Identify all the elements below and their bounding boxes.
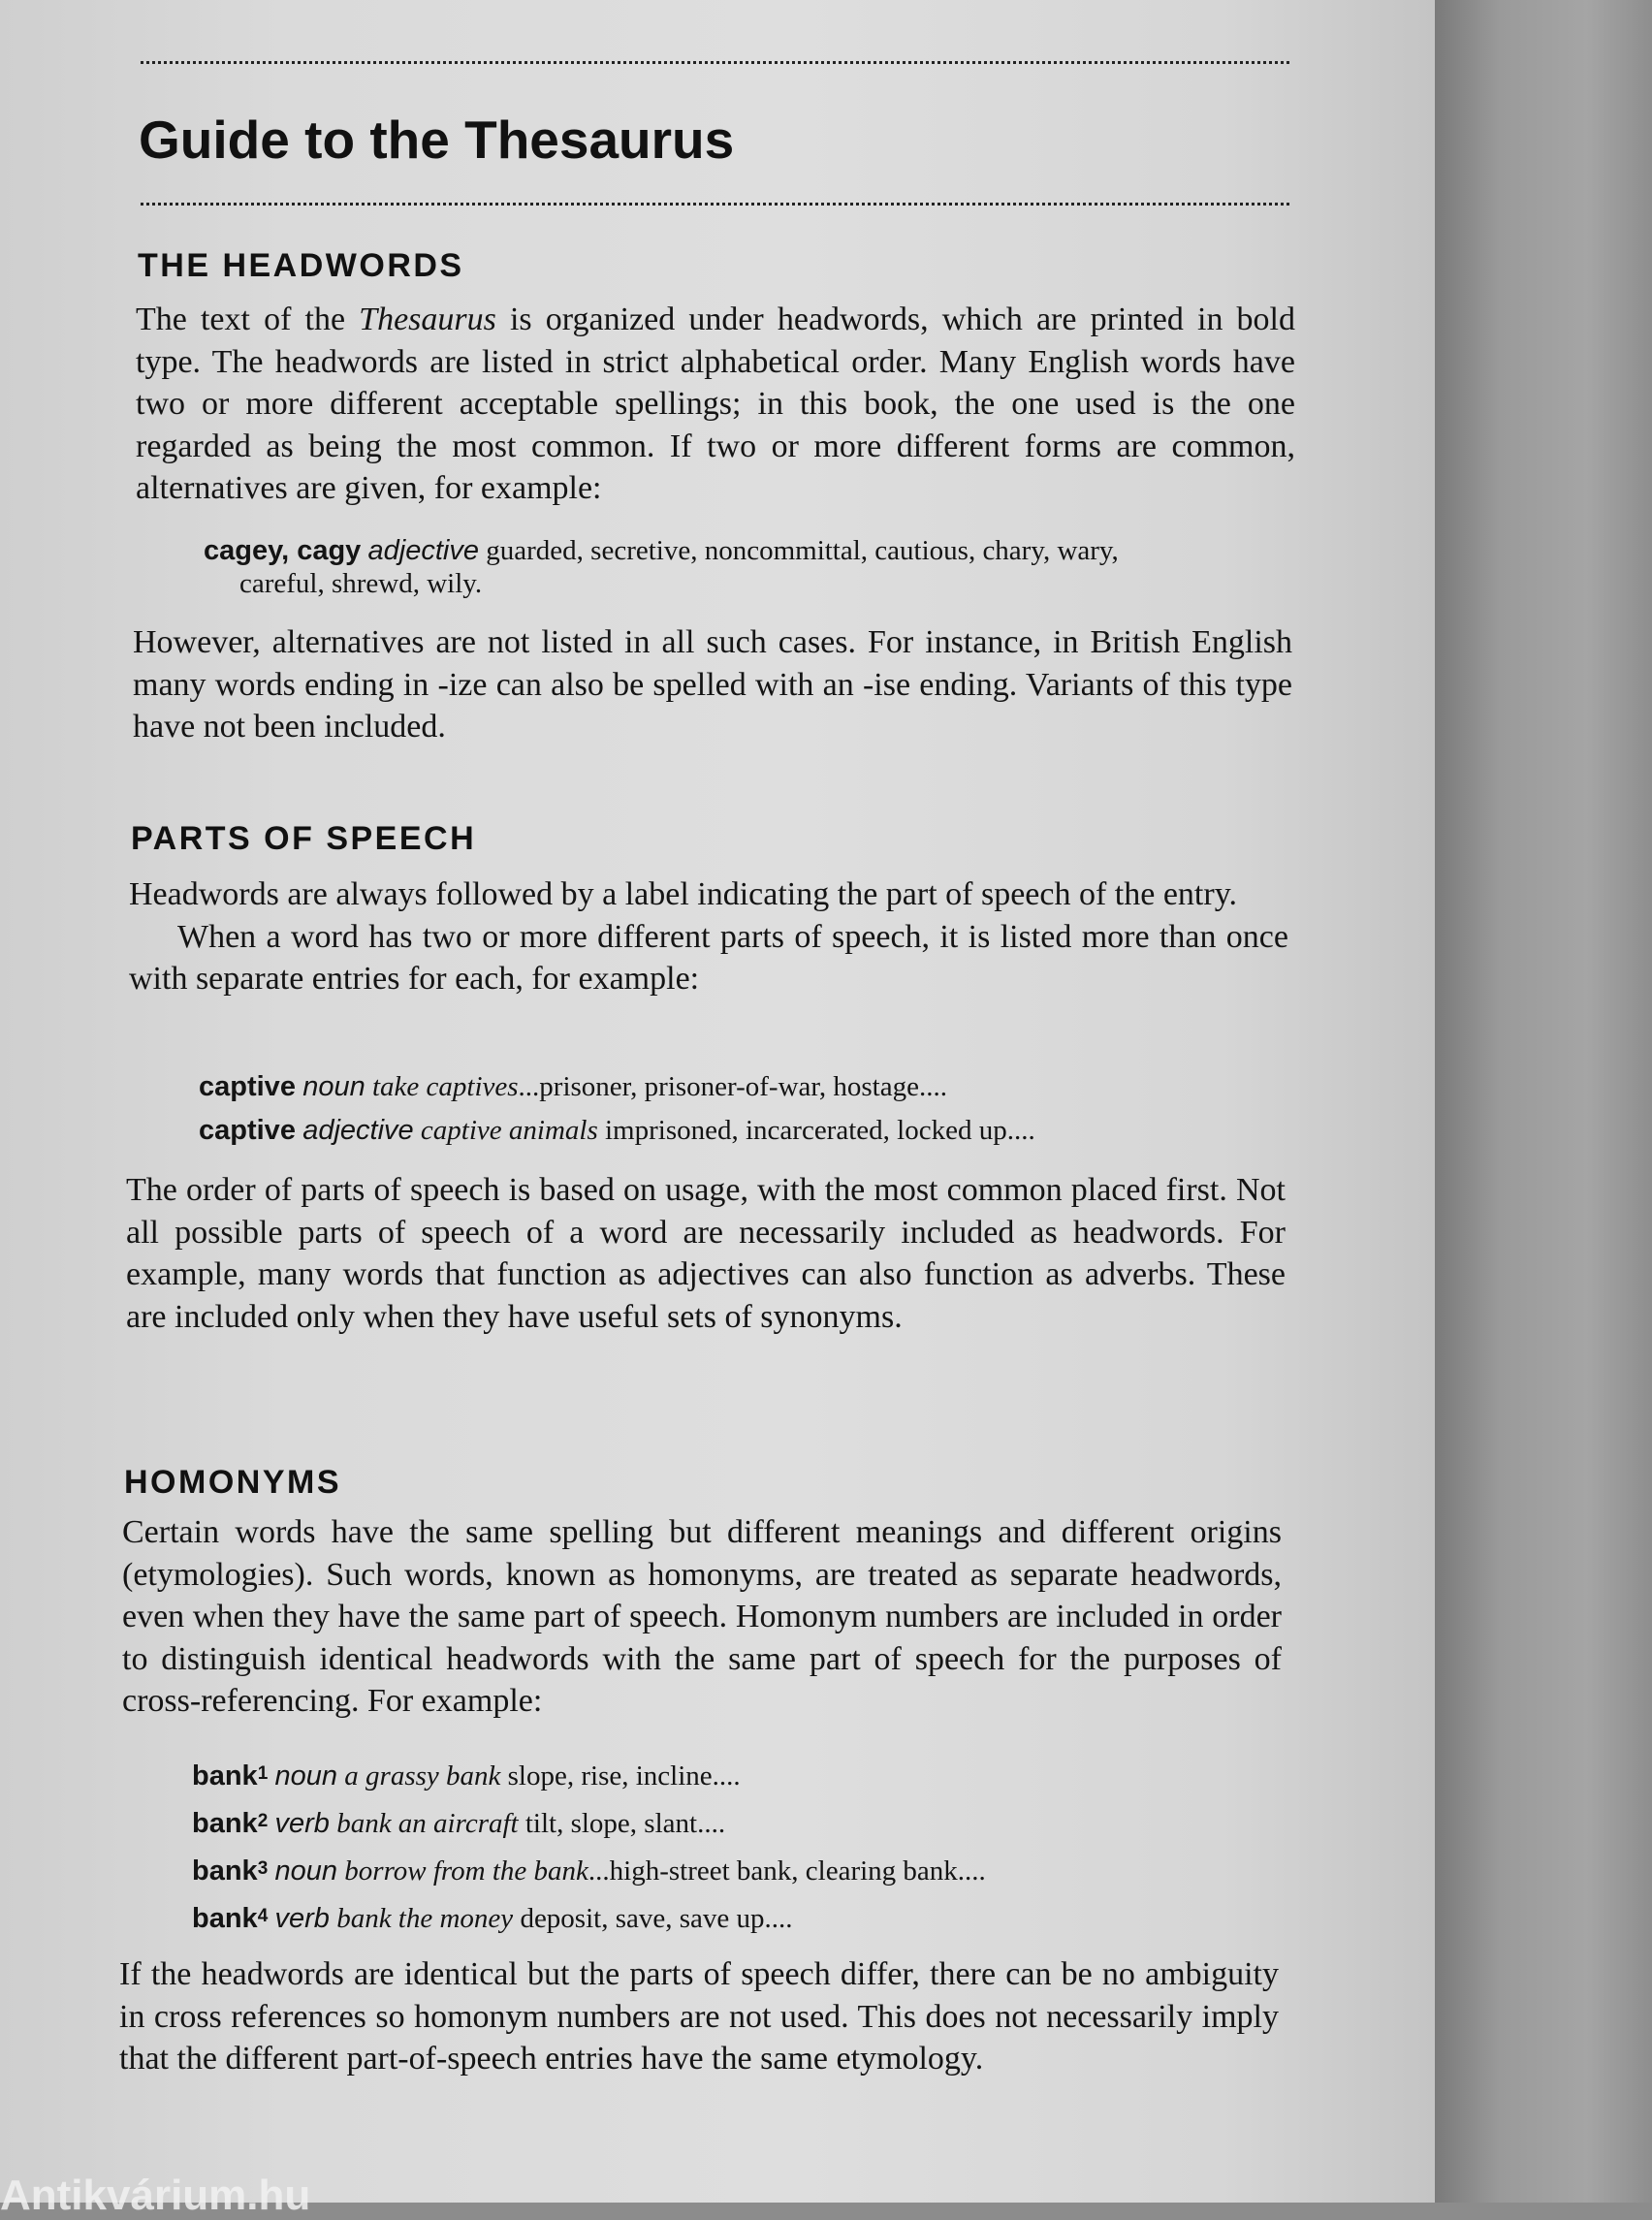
section-heading-homonyms: HOMONYMS xyxy=(124,1464,341,1501)
example-entry xyxy=(192,1805,725,1840)
example-headword: bank$^1$ xyxy=(192,1760,269,1792)
example-pos: verb xyxy=(274,1808,330,1839)
pos-paragraph-2: The order of parts of speech is based on usage, with the most common placed first. Not all possible parts of speech of a word are necessarily included as headwords. For example, many words that function as adjectives can also function as adverbs. These are included only when they have useful sets of synonyms. xyxy=(126,1172,1286,1335)
example-synonyms-continued: careful, shrewd, wily. xyxy=(239,568,483,599)
example-pos: noun xyxy=(274,1855,338,1887)
example-synonyms: slope, rise, incline.... xyxy=(500,1760,741,1792)
example-headword: bank$^2$ xyxy=(192,1808,269,1839)
example-entry xyxy=(199,1114,1035,1147)
example-headword: captive xyxy=(199,1071,296,1102)
example-synonyms: deposit, save, save up.... xyxy=(513,1903,793,1934)
example-headword: cagey, cagy xyxy=(204,535,362,566)
homonym-number: 3 xyxy=(257,1858,269,1879)
pos-paragraph-1: Headwords are always followed by a label indicating the part of speech of the entry. When a word has two or more different parts of speech, it is listed more than once with separate entries for each, for example: xyxy=(129,876,1288,997)
example-phrase: bank an aircraft xyxy=(336,1808,519,1839)
example-entry xyxy=(192,1853,986,1887)
watermark: Antikvárium.hu xyxy=(0,2172,311,2219)
homonyms-paragraph-1: Certain words have the same spelling but different meanings and different origins (etymologies). Such words, known as homonyms, are treated as separate headwords, even when they have the same part of speech. Homonym numbers are included in order to distinguish identical headwords with the same part of speech for the purposes of cross-referencing. For example: xyxy=(122,1514,1282,1719)
example-entry xyxy=(192,1758,741,1792)
example-headword: bank$^3$ xyxy=(192,1855,269,1887)
example-entry xyxy=(192,1900,793,1935)
example-pos: noun xyxy=(302,1071,365,1102)
example-phrase: a grassy bank xyxy=(344,1760,501,1792)
example-synonyms: guarded, secretive, noncommittal, cautious, chary, wary, xyxy=(486,535,1119,566)
example-synonyms: tilt, slope, slant.... xyxy=(518,1808,726,1839)
section-heading-headwords: THE HEADWORDS xyxy=(138,247,464,284)
example-pos: adjective xyxy=(367,535,480,566)
page-title: Guide to the Thesaurus xyxy=(139,110,735,170)
example-phrase: take captives xyxy=(371,1071,519,1102)
example-headword: captive xyxy=(199,1115,296,1146)
example-synonyms: imprisoned, incarcerated, locked up.... xyxy=(597,1115,1035,1146)
headwords-paragraph-1: The text of the Thesaurus is organized under headwords, which are printed in bold type. The headwords are listed in strict alphabetical order. Many English words have two or more different acceptable spellings; in this book, the one used is the one regarded as being the most common. If two or more different forms are common, alternatives are given, for example: xyxy=(136,301,1296,506)
example-pos: noun xyxy=(274,1760,338,1792)
section-heading-parts-of-speech: PARTS OF SPEECH xyxy=(131,820,477,857)
example-entry xyxy=(199,1070,947,1103)
example-synonyms: ...high-street bank, clearing bank.... xyxy=(588,1855,986,1887)
example-phrase: bank the money xyxy=(336,1903,514,1934)
example-pos: adjective xyxy=(302,1115,414,1146)
example-phrase: borrow from the bank xyxy=(344,1855,588,1887)
homonym-number: 4 xyxy=(257,1906,269,1926)
example-pos: verb xyxy=(274,1903,330,1934)
headwords-paragraph-2: However, alternatives are not listed in all such cases. For instance, in British English many words ending in -ize can also be spelled with an -ise ending. Variants of this type have not been included. xyxy=(133,624,1292,745)
example-entry xyxy=(204,534,1119,600)
example-phrase: captive animals xyxy=(420,1115,598,1146)
homonyms-paragraph-2: If the headwords are identical but the parts of speech differ, there can be no ambiguity in cross references so homonym numbers are not used. This does not necessarily imply that the different part-of-speech entries have the same etymology. xyxy=(119,1956,1279,2077)
top-dotted-rule xyxy=(141,61,1289,64)
background-surface xyxy=(1435,0,1652,2203)
example-headword: bank$^4$ xyxy=(192,1903,269,1934)
homonym-number: 2 xyxy=(257,1811,269,1831)
homonym-number: 1 xyxy=(257,1763,269,1784)
title-dotted-rule xyxy=(141,203,1289,206)
example-synonyms: ...prisoner, prisoner-of-war, hostage.... xyxy=(518,1071,947,1102)
